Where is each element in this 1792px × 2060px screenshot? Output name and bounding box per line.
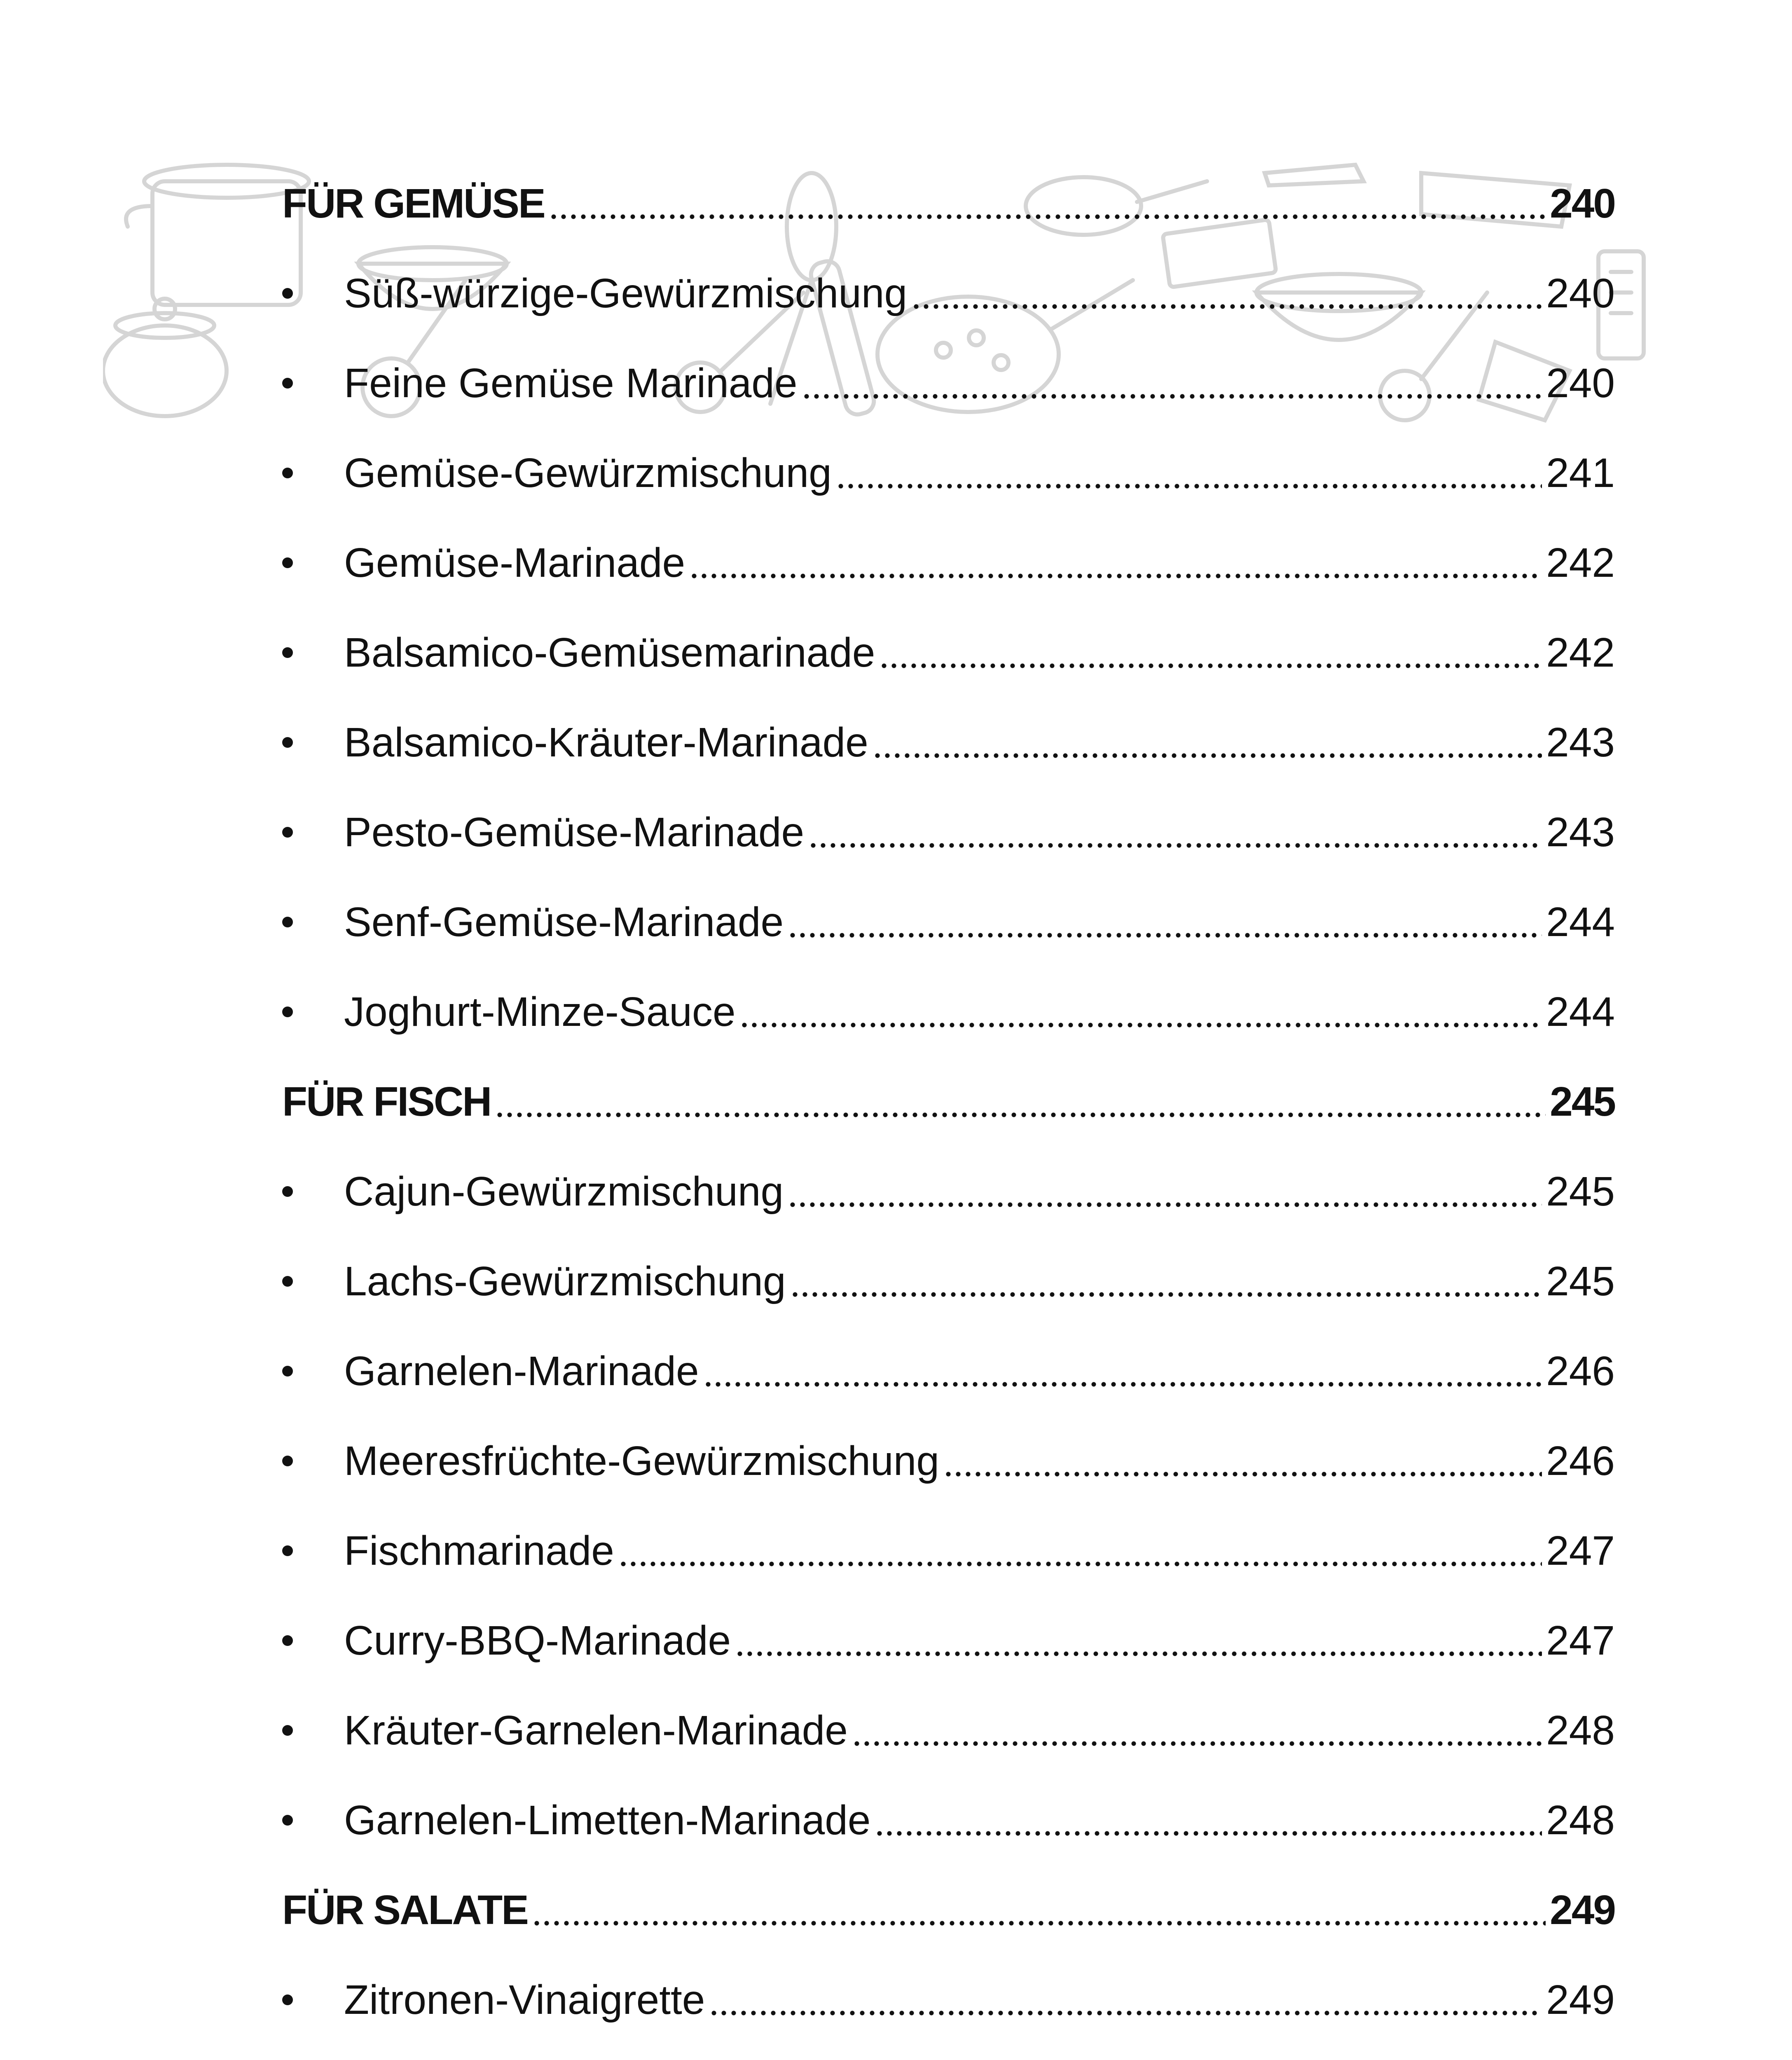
lidded-pot-icon <box>103 299 227 416</box>
bullet-icon <box>282 877 344 967</box>
toc-entry-title: FÜR FISCH <box>282 1079 491 1125</box>
bullet-icon <box>282 1326 344 1416</box>
toc-page-number: 248 <box>1546 1707 1615 1753</box>
bullet-icon <box>282 1416 344 1506</box>
toc-entry-title: Garnelen-Marinade <box>344 1348 699 1394</box>
toc-entry[interactable] <box>282 1416 1615 1506</box>
dot-leader <box>739 1019 1542 1031</box>
toc-page-number: 245 <box>1550 1079 1615 1125</box>
cooking-pot-icon <box>126 165 309 305</box>
dot-leader <box>875 1827 1542 1840</box>
toc-page-number: 244 <box>1546 989 1615 1035</box>
toc-entry-title: Gemüse-Gewürzmischung <box>344 450 832 496</box>
bullet-icon <box>282 608 344 698</box>
bullet-icon <box>282 1775 344 1865</box>
dot-leader <box>943 1468 1542 1480</box>
dot-leader <box>873 749 1542 762</box>
dot-leader <box>735 1648 1542 1660</box>
toc-entry[interactable] <box>282 1955 1615 2045</box>
toc-entry-title: Meeresfrüchte-Gewürzmischung <box>344 1438 939 1484</box>
toc-entry-title: Pesto-Gemüse-Marinade <box>344 809 805 855</box>
toc-page-number: 245 <box>1546 1258 1615 1304</box>
toc-page-number: 245 <box>1546 1168 1615 1215</box>
dot-leader <box>788 929 1542 941</box>
toc-page-number: 246 <box>1546 1348 1615 1394</box>
toc-page-number: 243 <box>1546 809 1615 855</box>
toc-entry[interactable] <box>282 1326 1615 1416</box>
dot-leader <box>852 1737 1542 1750</box>
toc-entry-title: FÜR GEMÜSE <box>282 180 545 227</box>
dot-leader <box>788 1199 1542 1211</box>
bullet-icon <box>282 338 344 428</box>
toc-entry-title: Joghurt-Minze-Sauce <box>344 989 736 1035</box>
toc-entry[interactable] <box>282 608 1615 698</box>
bullet-icon <box>282 1147 344 1236</box>
dot-leader <box>618 1558 1542 1570</box>
toc-entry[interactable] <box>282 518 1615 608</box>
toc-entry[interactable] <box>282 338 1615 428</box>
toc-page-number: 240 <box>1546 270 1615 316</box>
bullet-icon <box>282 787 344 877</box>
toc-entry[interactable] <box>282 1775 1615 1865</box>
dot-leader <box>879 660 1542 672</box>
toc-page-number: 242 <box>1546 630 1615 676</box>
toc-entry[interactable] <box>282 698 1615 787</box>
toc-entry-title: Gemüse-Marinade <box>344 540 685 586</box>
toc-page-number: 244 <box>1546 899 1615 945</box>
toc-entry[interactable] <box>282 1506 1615 1596</box>
toc-entry[interactable] <box>282 967 1615 1057</box>
toc-page-number: 249 <box>1550 1887 1615 1933</box>
toc-entry-title: Curry-BBQ-Marinade <box>344 1618 731 1664</box>
toc-page-number: 247 <box>1546 1528 1615 1574</box>
toc-entry[interactable] <box>282 1596 1615 1685</box>
bullet-icon <box>282 1596 344 1685</box>
toc-entry-title: Balsamico-Kräuter-Marinade <box>344 719 868 765</box>
dot-leader <box>689 570 1542 582</box>
toc-entry[interactable] <box>282 248 1615 338</box>
toc-page-number: 240 <box>1550 180 1615 227</box>
toc-entry[interactable] <box>282 787 1615 877</box>
bullet-icon <box>282 1506 344 1596</box>
dot-leader <box>802 390 1542 403</box>
toc-entry[interactable] <box>282 877 1615 967</box>
toc-page-number: 248 <box>1546 1797 1615 1843</box>
toc-entry[interactable] <box>282 1236 1615 1326</box>
toc-page-number: 246 <box>1546 1438 1615 1484</box>
toc-entry[interactable] <box>282 1147 1615 1236</box>
toc-entry[interactable] <box>282 2045 1615 2060</box>
dot-leader <box>808 839 1542 852</box>
bullet-icon <box>282 428 344 518</box>
bullet-icon <box>282 518 344 608</box>
dot-leader <box>790 1288 1542 1301</box>
bullet-icon <box>282 698 344 787</box>
toc-entry-title: Kräuter-Garnelen-Marinade <box>344 1707 848 1753</box>
toc-section-heading[interactable] <box>282 1865 1615 1955</box>
toc-entry-title: Fischmarinade <box>344 1528 614 1574</box>
dot-leader <box>836 480 1542 492</box>
dot-leader <box>703 1378 1542 1390</box>
dot-leader <box>495 1109 1546 1121</box>
toc-section-heading[interactable] <box>282 159 1615 248</box>
toc-entry[interactable] <box>282 1685 1615 1775</box>
toc-entry-title: Balsamico-Gemüsemarinade <box>344 630 875 676</box>
toc-entry-title: FÜR SALATE <box>282 1887 528 1933</box>
bullet-icon <box>282 1685 344 1775</box>
toc-entry-title: Garnelen-Limetten-Marinade <box>344 1797 871 1843</box>
dot-leader <box>532 1917 1546 1929</box>
toc-entry-title: Zitronen-Vinaigrette <box>344 1977 705 2023</box>
dot-leader <box>709 2007 1542 2019</box>
toc-page-number: 243 <box>1546 719 1615 765</box>
dot-leader <box>911 300 1542 313</box>
bullet-icon <box>282 1955 344 2045</box>
toc-entry-title: Feine Gemüse Marinade <box>344 360 798 406</box>
bullet-icon <box>282 1236 344 1326</box>
toc-page-number: 241 <box>1546 450 1615 496</box>
toc-entry-title: Senf-Gemüse-Marinade <box>344 899 784 945</box>
toc-entry-title: Lachs-Gewürzmischung <box>344 1258 786 1304</box>
toc-page-number: 242 <box>1546 540 1615 586</box>
bullet-icon <box>282 248 344 338</box>
bullet-icon <box>282 967 344 1057</box>
dot-leader <box>549 211 1546 223</box>
toc-page-number: 240 <box>1546 360 1615 406</box>
toc-page-number: 247 <box>1546 1618 1615 1664</box>
toc-entry-title: Cajun-Gewürzmischung <box>344 1168 784 1215</box>
table-of-contents <box>282 159 1615 2060</box>
bullet-icon <box>282 2045 344 2060</box>
toc-page-number: 249 <box>1546 1977 1615 2023</box>
toc-section-heading[interactable] <box>282 1057 1615 1147</box>
toc-entry[interactable] <box>282 428 1615 518</box>
toc-entry-title: Süß-würzige-Gewürzmischung <box>344 270 908 316</box>
